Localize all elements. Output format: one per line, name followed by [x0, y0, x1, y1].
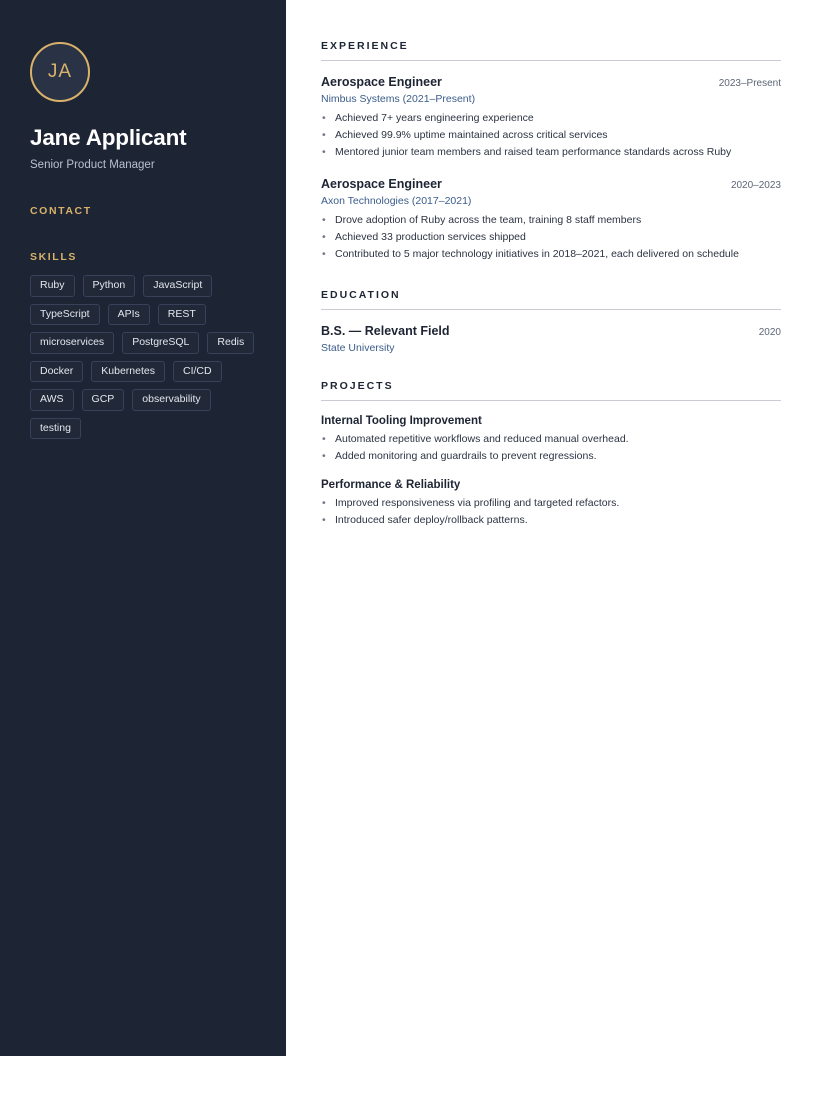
entry-header — [321, 75, 781, 89]
list-item: • Achieved 99.9% uptime maintained across critical services — [321, 127, 781, 144]
skill-chip: JavaScript — [143, 275, 212, 297]
entry-date: 2020 — [758, 327, 781, 338]
list-item: • Drove adoption of Ruby across the team, training 8 staff members — [321, 212, 781, 229]
experience-heading: EXPERIENCE — [321, 40, 781, 61]
skill-chip: APIs — [108, 304, 150, 326]
skill-chip: Kubernetes — [91, 361, 165, 383]
list-item: • Introduced safer deploy/rollback patterns. — [321, 512, 781, 529]
entry-bullets — [321, 212, 781, 263]
main-content — [321, 0, 781, 543]
project-name: Internal Tooling Improvement — [321, 415, 482, 427]
contact-heading: CONTACT — [30, 205, 92, 217]
skill-chip: Python — [83, 275, 136, 297]
entry-header — [321, 324, 781, 338]
projects-heading: PROJECTS — [321, 380, 781, 401]
project-entries — [321, 415, 781, 529]
education-heading: EDUCATION — [321, 289, 781, 310]
entry-company: Axon Technologies (2017–2021) — [321, 195, 472, 207]
project-bullets — [321, 431, 781, 465]
skill-chip: Redis — [207, 332, 254, 354]
experience-entry — [321, 177, 781, 263]
list-item: • Improved responsiveness via profiling and targeted refactors. — [321, 495, 781, 512]
list-item: • Automated repetitive workflows and reduced manual overhead. — [321, 431, 781, 448]
skill-chip: TypeScript — [30, 304, 100, 326]
list-item: • Achieved 33 production services shipped — [321, 229, 781, 246]
project-bullets — [321, 495, 781, 529]
education-section — [321, 289, 781, 354]
skill-chip: Ruby — [30, 275, 75, 297]
entry-role: Aerospace Engineer — [321, 177, 442, 191]
skill-chip: observability — [132, 389, 210, 411]
list-item: • Contributed to 5 major technology initiatives in 2018–2021, each delivered on schedule — [321, 246, 781, 263]
entry-role: Aerospace Engineer — [321, 75, 442, 89]
experience-section — [321, 40, 781, 263]
skill-chip: REST — [158, 304, 206, 326]
job-title: Senior Product Manager — [30, 159, 155, 171]
entry-date: 2023–Present — [718, 78, 781, 89]
project-name: Performance & Reliability — [321, 479, 461, 491]
list-item: • Mentored junior team members and raised team performance standards across Ruby — [321, 144, 781, 161]
education-entries — [321, 324, 781, 354]
list-item: • Added monitoring and guardrails to prevent regressions. — [321, 448, 781, 465]
skills-list — [30, 275, 256, 439]
entry-company: Nimbus Systems (2021–Present) — [321, 93, 476, 105]
entry-header — [321, 177, 781, 191]
skill-chip: PostgreSQL — [122, 332, 199, 354]
degree-title: B.S. — Relevant Field — [321, 324, 450, 338]
skill-chip: CI/CD — [173, 361, 222, 383]
projects-section — [321, 380, 781, 529]
skill-chip: GCP — [82, 389, 125, 411]
project-entry — [321, 479, 781, 529]
sidebar — [0, 0, 286, 1056]
school-name: State University — [321, 342, 395, 354]
skill-chip: microservices — [30, 332, 114, 354]
project-entry — [321, 415, 781, 465]
skills-heading: SKILLS — [30, 251, 77, 263]
skill-chip: testing — [30, 418, 81, 440]
skill-chip: AWS — [30, 389, 74, 411]
list-item: • Achieved 7+ years engineering experience — [321, 110, 781, 127]
entry-bullets — [321, 110, 781, 161]
education-entry — [321, 324, 781, 354]
experience-entries — [321, 75, 781, 263]
page-title: Jane Applicant — [30, 125, 187, 150]
entry-date: 2020–2023 — [730, 180, 781, 191]
avatar — [30, 42, 90, 102]
skill-chip: Docker — [30, 361, 83, 383]
experience-entry — [321, 75, 781, 161]
avatar-initials: JA — [47, 61, 73, 82]
